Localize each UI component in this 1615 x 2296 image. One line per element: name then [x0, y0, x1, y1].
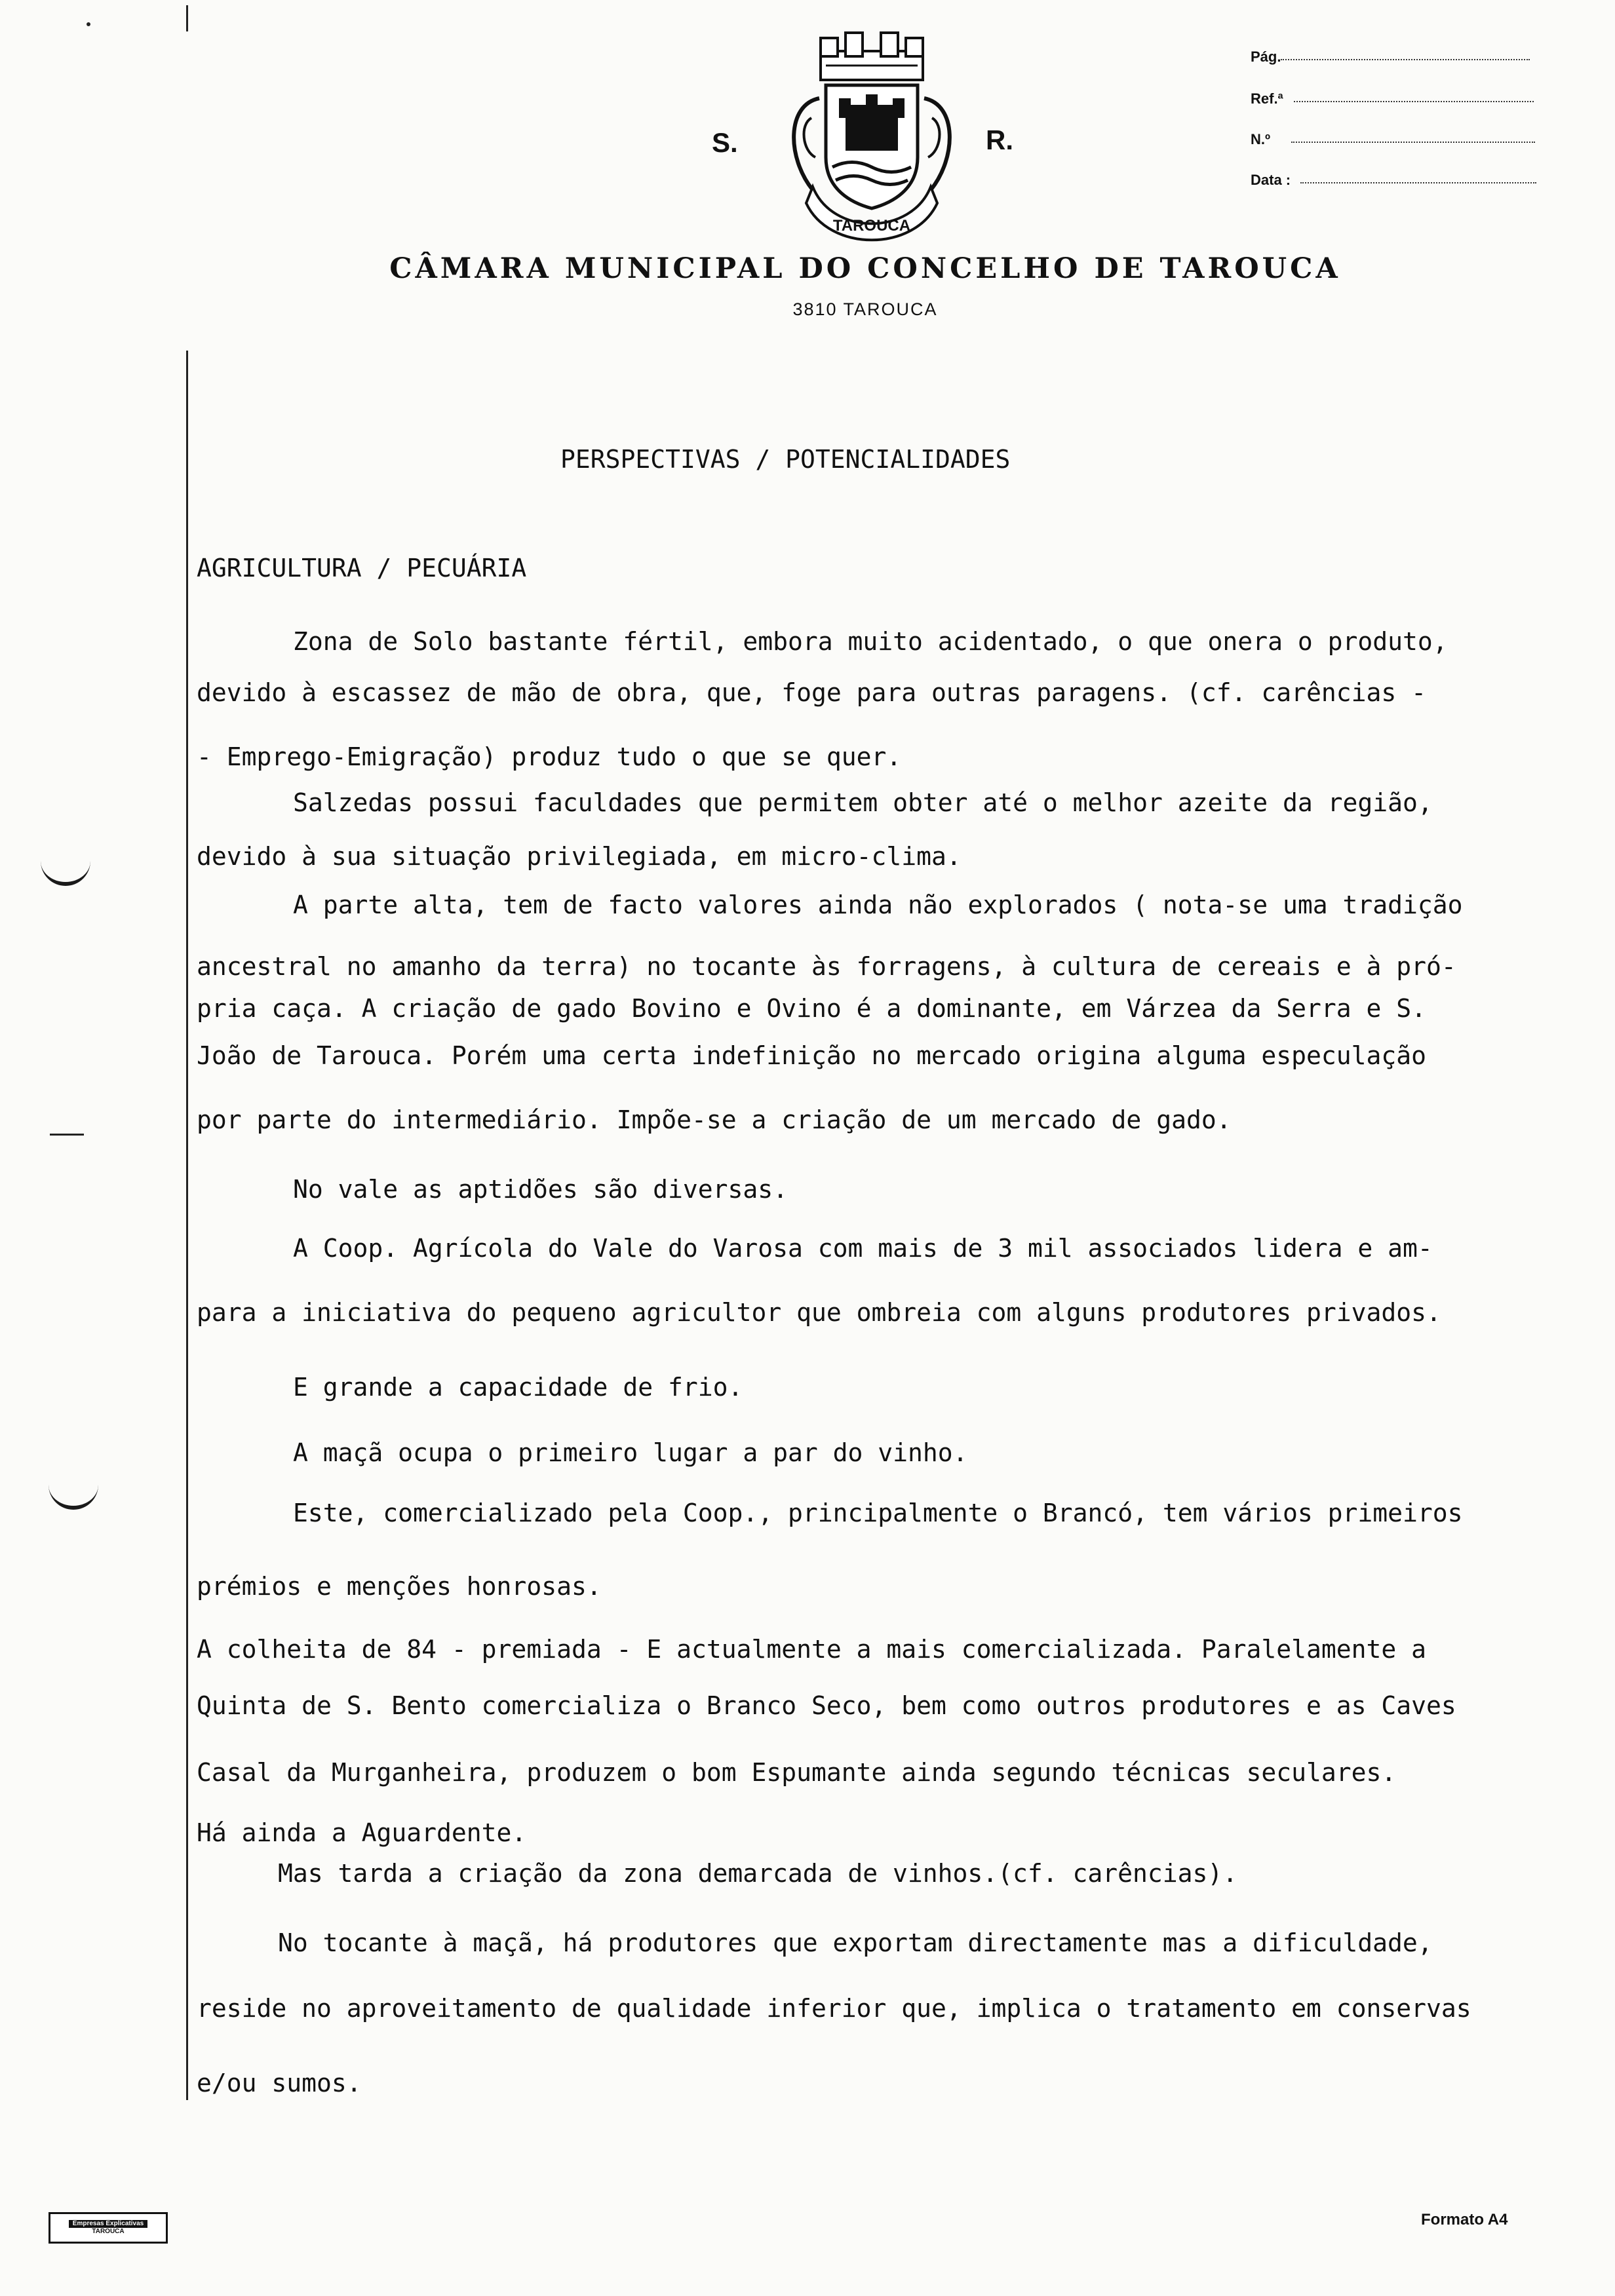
printer-stamp: Empresas Explicativas TAROUCA: [49, 2212, 168, 2244]
body-line: prémios e menções honrosas.: [197, 1572, 602, 1601]
body-line: para a iniciativa do pequeno agricultor que ombreia com alguns produtores privados.: [197, 1298, 1441, 1327]
body-line: A maçã ocupa o primeiro lugar a par do vinho.: [293, 1438, 968, 1467]
number-field: N.º: [1251, 131, 1294, 148]
municipal-coat-of-arms-icon: [773, 26, 970, 242]
fold-mark: [50, 1134, 84, 1136]
postal-address: 3810 TAROUCA: [792, 299, 938, 319]
body-line: devido à escassez de mão de obra, que, foge para outras paragens. (cf. carências -: [197, 678, 1426, 707]
body-line: e/ou sumos.: [197, 2069, 362, 2097]
paper-format-label: Formato A4: [1421, 2211, 1508, 2229]
body-line: Este, comercializado pela Coop., principalmente o Brancó, tem vários primeiros: [293, 1499, 1463, 1527]
top-margin-rule: [186, 5, 188, 31]
reference-field: Ref.ª: [1251, 90, 1294, 107]
body-line: A colheita de 84 - premiada - E actualmente a mais comercializada. Paralelamente a: [197, 1635, 1426, 1664]
section-heading: AGRICULTURA / PECUÁRIA: [197, 554, 527, 583]
body-line: No tocante à maçã, há produtores que exportam directamente mas a dificuldade,: [278, 1928, 1433, 1957]
left-margin-rule: [186, 351, 188, 2100]
body-line: E grande a capacidade de frio.: [293, 1373, 743, 1402]
body-line: pria caça. A criação de gado Bovino e Ovino é a dominante, em Várzea da Serra e S.: [197, 994, 1426, 1023]
body-line: devido à sua situação privilegiada, em micro-clima.: [197, 842, 962, 871]
binder-hole-mark: [41, 832, 90, 886]
body-line: Zona de Solo bastante fértil, embora muito acidentado, o que onera o produto,: [293, 627, 1448, 656]
body-line: A parte alta, tem de facto valores ainda não explorados ( nota-se uma tradição: [293, 890, 1463, 919]
body-line: Mas tarda a criação da zona demarcada de vinhos.(cf. carências).: [278, 1859, 1238, 1888]
body-line: por parte do intermediário. Impõe-se a criação de um mercado de gado.: [197, 1105, 1232, 1134]
date-field: Data :: [1251, 172, 1294, 189]
letter-r: R.: [986, 124, 1013, 155]
body-line: ancestral no amanho da terra) no tocante às forragens, à cultura de cereais e à pró-: [197, 952, 1456, 981]
body-line: No vale as aptidões são diversas.: [293, 1175, 788, 1204]
document-title: PERSPECTIVAS / POTENCIALIDADES: [560, 445, 1011, 474]
body-line: - Emprego-Emigração) produz tudo o que se quer.: [197, 742, 902, 771]
body-line: A Coop. Agrícola do Vale do Varosa com mais de 3 mil associados lidera e am-: [293, 1234, 1433, 1263]
letter-s: S.: [712, 127, 738, 158]
body-line: Salzedas possui faculdades que permitem obter até o melhor azeite da região,: [293, 788, 1433, 817]
institution-name: CÂMARA MUNICIPAL DO CONCELHO DE TAROUCA: [389, 252, 1341, 285]
body-line: Há ainda a Aguardente.: [197, 1818, 527, 1847]
punch-dot: [87, 22, 90, 26]
crest-banner-text: TAROUCA: [832, 217, 911, 235]
body-line: Quinta de S. Bento comercializa o Branco Seco, bem como outros produtores e as Caves: [197, 1691, 1456, 1720]
binder-hole-mark: [49, 1456, 98, 1510]
body-line: João de Tarouca. Porém uma certa indefinição no mercado origina alguma especulação: [197, 1041, 1426, 1070]
page-number-field: Pág.: [1251, 48, 1294, 66]
body-line: reside no aproveitamento de qualidade inferior que, implica o tratamento em conservas: [197, 1994, 1471, 2023]
body-line: Casal da Murganheira, produzem o bom Espumante ainda segundo técnicas seculares.: [197, 1758, 1397, 1787]
